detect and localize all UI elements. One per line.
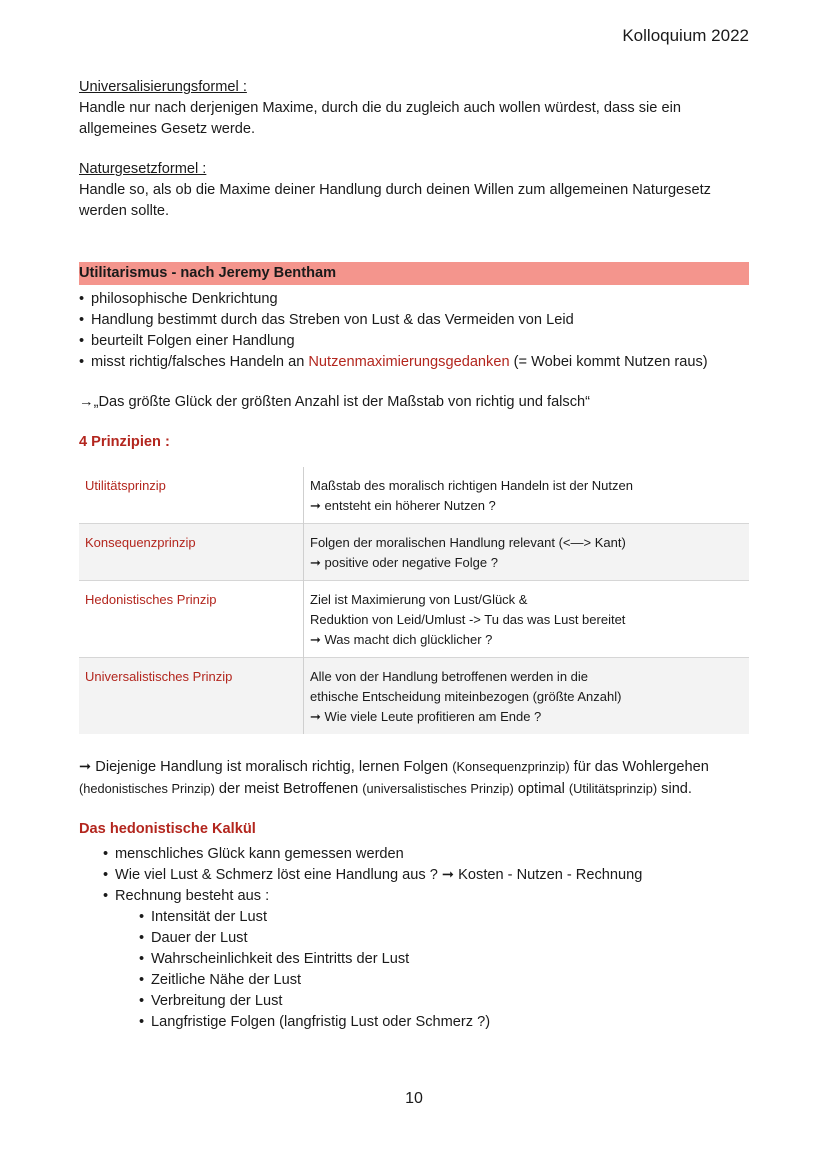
principle-description: Maßstab des moralisch richtigen Handeln ist der Nutzen ➞ entsteht ein höherer Nutzen ? (304, 467, 750, 524)
list-item: • Rechnung besteht aus : • Intensität der Lust • Dauer der Lust • Wahrscheinlichkeit des Eintritts der Lust • Zeitliche Nähe der Lust • Verbreitung der Lust • Langfristige Folgen (langfristig Lust oder Schmerz ?) (103, 886, 749, 1033)
table-row (79, 581, 749, 658)
kalkuel-list (79, 844, 749, 1033)
principle-name: Konsequenzprinzip (85, 535, 196, 550)
table-row (79, 658, 749, 735)
table-row (79, 467, 749, 524)
principle-name: Utilitätsprinzip (85, 478, 166, 493)
section-heading-utilitarismus: Utilitarismus - nach Jeremy Bentham (79, 262, 749, 285)
list-item: • Wie viel Lust & Schmerz löst eine Handlung aus ? ➞ Kosten - Nutzen - Rechnung (103, 865, 749, 886)
list-item: • menschliches Glück kann gemessen werden (103, 844, 749, 865)
list-item: • philosophische Denkrichtung (79, 289, 749, 310)
natur-text: Handle so, als ob die Maxime deiner Handlung durch deinen Willen zum allgemeinen Naturgesetz werden sollte. (79, 182, 711, 219)
list-item: • Intensität der Lust (139, 907, 749, 928)
conclusion-paragraph: ➞ Diejenige Handlung ist moralisch richtig, lernen Folgen (Konsequenzprinzip) für das Wohlergehen (hedonistisches Prinzip) der meist Betroffenen (universalistisches Prinzip) optimal (Utilitätsprinzip) sind. (79, 759, 709, 797)
principle-description: Ziel ist Maximierung von Lust/Glück & Reduktion von Leid/Umlust -> Tu das was Lust bereitet ➞ Was macht dich glücklicher ? (304, 581, 750, 658)
natur-heading: Naturgesetzformel : (79, 161, 207, 177)
principle-description: Folgen der moralischen Handlung relevant (<—> Kant) ➞ positive oder negative Folge ? (304, 524, 750, 581)
page-number: 10 (405, 1090, 423, 1107)
principle-name: Universalistisches Prinzip (85, 669, 233, 684)
principles-table (79, 467, 749, 734)
universal-text: Handle nur nach derjenigen Maxime, durch die du zugleich auch wollen würdest, dass sie ein allgemeines Gesetz werde. (79, 100, 681, 137)
page-header-title: Kolloquium 2022 (622, 26, 749, 45)
kalkuel-sublist (115, 907, 749, 1033)
list-item: • Zeitliche Nähe der Lust (139, 970, 749, 991)
universal-heading: Universalisierungsformel : (79, 79, 247, 95)
page-content (79, 77, 749, 1033)
list-item: • beurteilt Folgen einer Handlung (79, 331, 749, 352)
table-row (79, 524, 749, 581)
utilitarismus-bullet-list (79, 289, 749, 373)
list-item: • Dauer der Lust (139, 928, 749, 949)
principle-description: Alle von der Handlung betroffenen werden in die ethische Entscheidung miteinbezogen (größte Anzahl) ➞ Wie viele Leute profitieren am Ende ? (304, 658, 750, 735)
list-item: • Handlung bestimmt durch das Streben von Lust & das Vermeiden von Leid (79, 310, 749, 331)
list-item: • Wahrscheinlichkeit des Eintritts der Lust (139, 949, 749, 970)
nutzen-highlight: Nutzenmaximierungsgedanken (308, 354, 510, 370)
list-item: • misst richtig/falsches Handeln an Nutzenmaximierungsgedanken (= Wobei kommt Nutzen raus) (79, 352, 749, 373)
principles-heading: 4 Prinzipien : (79, 434, 170, 450)
list-item: • Verbreitung der Lust (139, 991, 749, 1012)
kalkuel-heading: Das hedonistische Kalkül (79, 821, 256, 837)
list-item: • Langfristige Folgen (langfristig Lust oder Schmerz ?) (139, 1012, 749, 1033)
principle-name: Hedonistisches Prinzip (85, 592, 217, 607)
bentham-quote: →„Das größte Glück der größten Anzahl ist der Maßstab von richtig und falsch“ (79, 394, 590, 410)
